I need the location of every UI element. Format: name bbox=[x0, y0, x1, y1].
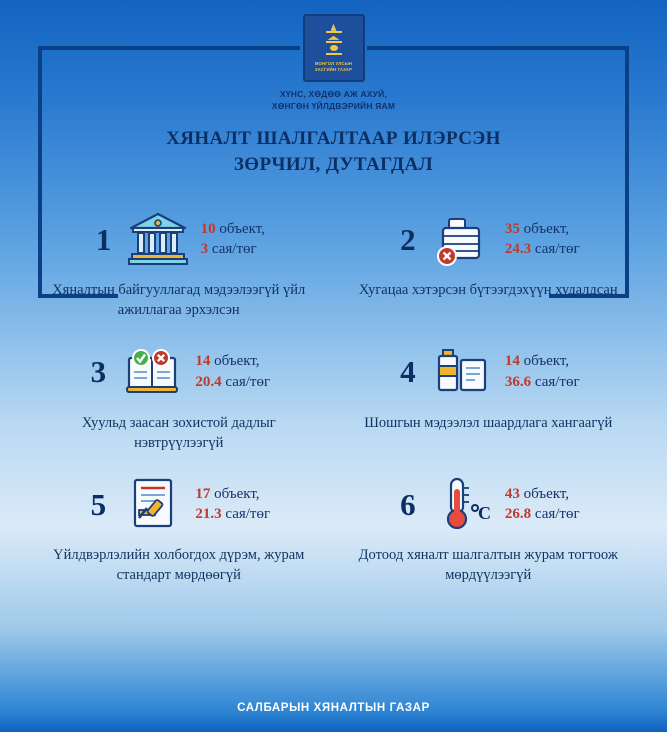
item-number: 6 bbox=[400, 486, 416, 522]
list-item bbox=[24, 196, 334, 327]
emblem-crest-text: МОНГОЛ УЛСЫН ЗАСГИЙН ГАЗАР bbox=[314, 60, 353, 72]
thermometer-icon bbox=[429, 473, 495, 535]
item-amount: 21.3 bbox=[195, 506, 222, 523]
checklist-book-icon bbox=[119, 341, 185, 403]
item-amount-unit: сая/төг bbox=[211, 241, 257, 257]
item-count: 17 bbox=[195, 485, 211, 502]
item-description: Хяналтын байгууллагад мэдээлээгүй үйл ажиллагаа эрхэлсэн bbox=[52, 282, 306, 319]
list-item bbox=[24, 329, 334, 460]
item-amount-unit: сая/төг bbox=[534, 506, 580, 523]
item-description: Хугацаа хэтэрсэн бүтээгдэхүүн худалдсан bbox=[358, 282, 618, 298]
item-count: 14 bbox=[504, 353, 520, 370]
item-stats bbox=[195, 351, 270, 392]
item-description: Дотоод хяналт шалгалтын журам тогтоож мөрдүүлээгүй bbox=[358, 547, 618, 584]
list-item bbox=[24, 461, 334, 592]
item-count-unit: объект, bbox=[214, 485, 260, 502]
item-number: 4 bbox=[400, 354, 416, 390]
ministry-name bbox=[272, 88, 395, 113]
item-stats bbox=[201, 219, 265, 260]
item-count: 43 bbox=[504, 485, 520, 502]
page-title-line-2: ЗӨРЧИЛ, ДУТАГДАЛ bbox=[233, 153, 434, 175]
item-amount: 20.4 bbox=[195, 373, 222, 390]
item-amount: 26.8 bbox=[504, 506, 532, 523]
bank-building-icon bbox=[125, 208, 191, 270]
svg-text:C: C bbox=[477, 503, 491, 524]
expired-products-icon bbox=[429, 208, 495, 270]
list-item bbox=[334, 461, 644, 592]
item-stats bbox=[195, 484, 270, 525]
item-amount-unit: сая/төг bbox=[534, 373, 580, 390]
list-item bbox=[334, 329, 644, 460]
item-count: 14 bbox=[195, 353, 211, 370]
item-stats bbox=[505, 351, 580, 392]
item-amount: 36.6 bbox=[504, 373, 532, 390]
item-number: 5 bbox=[90, 486, 107, 522]
item-amount-unit: сая/төг bbox=[225, 506, 271, 523]
violations-grid bbox=[24, 196, 643, 592]
item-count-unit: объект, bbox=[523, 485, 570, 502]
item-count-unit: объект, bbox=[523, 220, 570, 237]
item-amount: 3 bbox=[200, 241, 209, 257]
item-description: Шошгын мэдээлэл шаардлага хангаагүй bbox=[364, 414, 613, 431]
item-description: Үйлдвэрлэлийн холбогдох дүрэм, журам стандарт мөрдөөгүй bbox=[53, 547, 305, 584]
item-amount-unit: сая/төг bbox=[534, 241, 580, 257]
ministry-line-2: ХӨНГӨН ҮЙЛДВЭРИЙН ЯАМ bbox=[271, 101, 396, 112]
government-emblem-icon bbox=[303, 14, 365, 82]
item-stats bbox=[505, 219, 580, 260]
item-count: 35 bbox=[504, 220, 520, 237]
item-count: 10 bbox=[200, 220, 216, 237]
label-information-icon bbox=[429, 341, 495, 403]
footer-text: САЛБАРЫН ХЯНАЛТЫН ГАЗАР bbox=[237, 702, 430, 714]
item-count-unit: объект, bbox=[214, 353, 260, 370]
ministry-line-1: ХҮНС, ХӨДӨӨ АЖ АХУЙ, bbox=[279, 89, 388, 99]
item-number: 1 bbox=[95, 221, 112, 257]
page-title bbox=[0, 126, 667, 177]
item-description: Хуульд заасан зохистой дадлыг нэвтрүүлээгүй bbox=[81, 414, 276, 451]
gavel-regulation-icon bbox=[119, 473, 185, 535]
item-count-unit: объект, bbox=[523, 353, 570, 370]
list-item bbox=[334, 196, 644, 327]
emblem-block bbox=[0, 14, 667, 113]
item-stats bbox=[505, 484, 580, 525]
item-amount: 24.3 bbox=[504, 241, 532, 257]
page-title-line-1: ХЯНАЛТ ШАЛГАЛТААР ИЛЭРСЭН bbox=[166, 128, 501, 149]
item-number: 3 bbox=[90, 354, 107, 390]
soyombo-icon bbox=[323, 28, 345, 58]
item-count-unit: объект, bbox=[219, 220, 265, 237]
item-amount-unit: сая/төг bbox=[225, 373, 271, 390]
item-number: 2 bbox=[400, 221, 416, 257]
